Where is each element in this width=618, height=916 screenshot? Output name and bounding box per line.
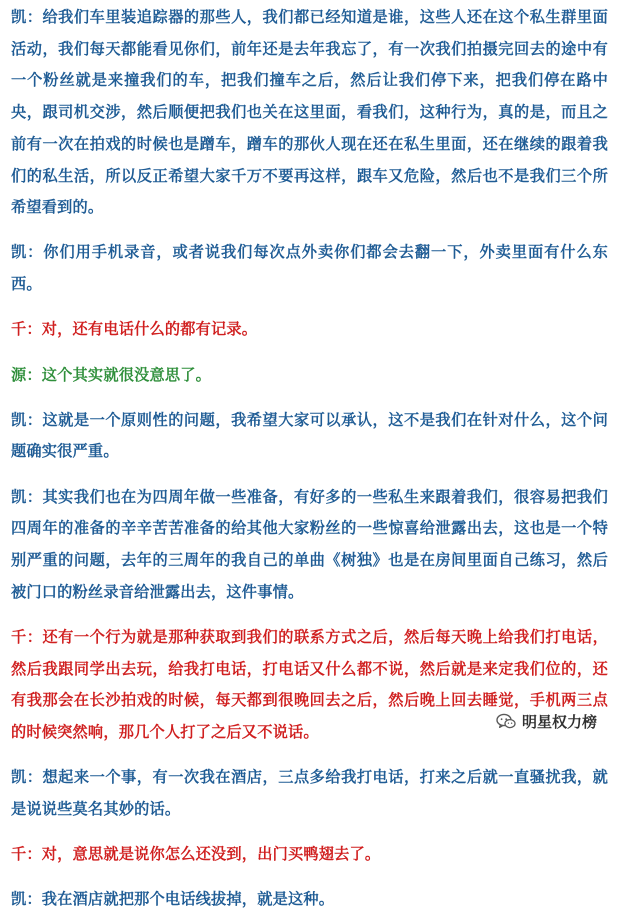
watermark: [493, 710, 600, 733]
paragraph-kai-unplug: 凯：我在酒店就把那个电话线拔掉，就是这种。: [11, 890, 335, 909]
wechat-icon: [496, 713, 516, 730]
paragraph-qian-reply: 千：对，意思就是说你怎么还没到，出门买鸭翅去了。: [11, 845, 381, 864]
paragraph-kai-recording: 凯：你们用手机录音，或者说我们每次点外卖你们都会去翻一下，外卖里面有什么东西。: [11, 243, 608, 294]
paragraph-kai-principle: 凯：这就是一个原则性的问题，我希望大家可以承认，这不是我们在针对什么，这个问题确实很严重。: [11, 410, 608, 461]
paragraph-kai-anniversary: 凯：其实我们也在为四周年做一些准备，有好多的一些私生来跟着我们，很容易把我们四周年的准备的辛辛苦苦准备的给其他大家粉丝的一些惊喜给泄露出去，这也是一个特别严重的问题，去年的三周年的我自己的单曲《树独》也是在房间里面自己练习，然后被门口的粉丝录音给泄露出去，这件事情。: [11, 487, 608, 601]
paragraph-yuan-comment: 源：这个其实就很没意思了。: [11, 365, 212, 384]
paragraph-kai-trackers: 凯：给我们车里装追踪器的那些人，我们都已经知道是谁，这些人还在这个私生群里面活动，我们每天都能看见你们，前年还是去年我忘了，有一次我们拍摄完回去的途中有一个粉丝就是来撞我们的车，把我们撞车之后，然后让我们停下来，把我们停在路中央，跟司机交涉，然后顺便把我们也关在这里面，看我们，这种行为，真的是，而且之前有一次在拍戏的时候也是蹭车，蹭车的那伙人现在还在私生里面，还在继续的跟着我们的私生活，所以反正希望大家千万不要再这样，跟车又危险，然后也不是我们三个所希望看到的。: [11, 8, 608, 217]
paragraph-kai-hotel-call: 凯：想起来一个事，有一次我在酒店，三点多给我打电话，打来之后就一直骚扰我，就是说说些莫名其妙的话。: [11, 768, 608, 818]
paragraph-qian-phone-records: 千：对，还有电话什么的都有记录。: [11, 320, 258, 339]
paragraph-qian-calls: 千：还有一个行为就是那种获取到我们的联系方式之后，然后每天晚上给我们打电话，然后我跟同学出去玩，给我打电话，打电话又什么都不说，然后就是来定我们位的，还有我那会在长沙拍戏的时候，每天都到很晚回去之后，然后晚上回去睡觉，手机两三点的时候突然响，那几个人打了之后又不说话。: [11, 627, 608, 742]
watermark-text: 明星权力榜: [521, 713, 597, 731]
